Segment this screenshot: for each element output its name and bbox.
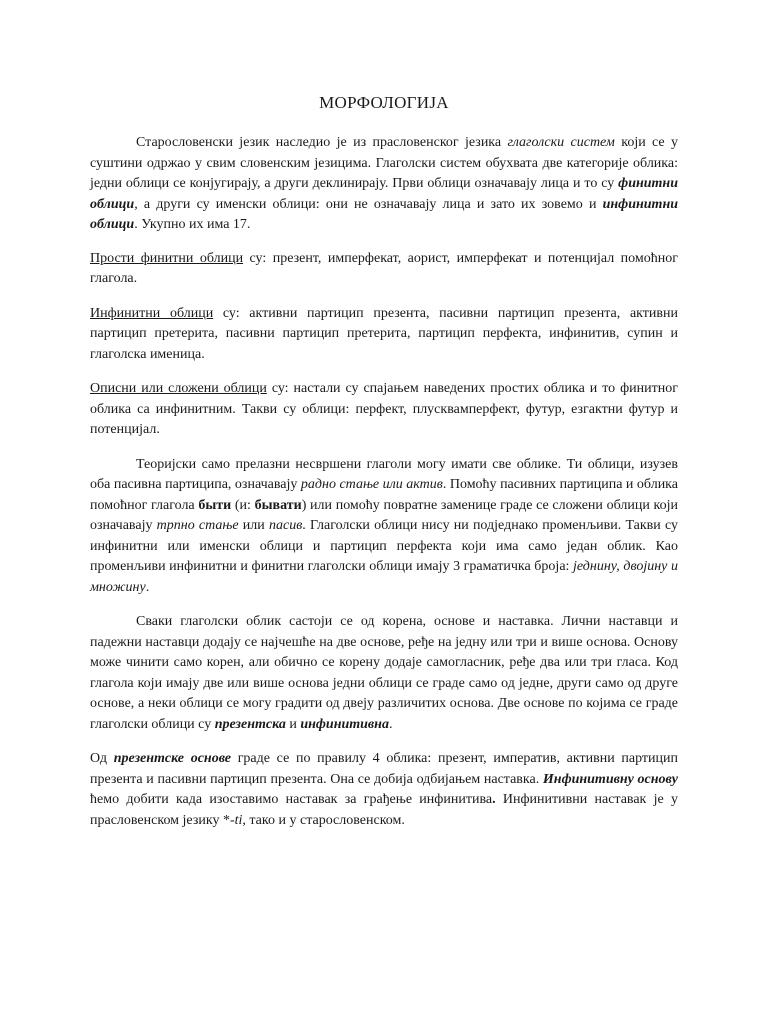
text: Старословенски језик наследио је из прасловенског језика — [136, 135, 508, 150]
heading-simple-finite-forms: Прости финитни облици — [90, 250, 244, 266]
paragraph-infinite — [90, 304, 678, 366]
text: ћемо добити када изоставимо наставак за грађење инфинитива — [90, 792, 493, 807]
text: , тако и у старословенском. — [242, 812, 405, 828]
paragraph-present-stem — [90, 749, 678, 831]
paragraph-stems — [90, 612, 678, 735]
text: . — [145, 579, 150, 595]
paragraph-verb-system — [90, 133, 678, 236]
text: ) или помоћу повратне заменице граде се сложени облици који означавају — [90, 497, 678, 533]
term-present-stem: презентска — [214, 716, 286, 732]
term-finite-forms: финитни облици — [90, 176, 678, 212]
term-present-stem-forms: презентске основе — [113, 751, 231, 766]
term-passive: пасив — [268, 518, 303, 533]
term-numbers: једнину, двојину и множину — [90, 559, 678, 595]
text: . — [492, 792, 496, 807]
text: су: активни партицип презента, пасивни партицип презента, активни партицип претерита, пасивни партицип претерита, партицип перфекта, инфинитив, супин и глаголска именица. — [90, 305, 678, 362]
term-infinitive-stem: инфинитивна — [300, 716, 389, 732]
term-verb-system: глаголски систем — [507, 135, 615, 150]
term-passive-state: трпно стање — [156, 518, 239, 533]
text: , а други су именски облици: они не означавају лица и зато их зовемо и — [134, 196, 603, 212]
document-page — [90, 92, 678, 846]
term-infinite-forms: инфинитни облици — [90, 196, 678, 232]
text: . Глаголски облици нису ни подједнако променљиви. Такви су инфинитни или именски облици и партицип перфекта који има само један облик. Као променљиви инфинитни и финитни глаголски облици имају 3 граматичка броја: — [90, 518, 678, 574]
text: или — [238, 518, 269, 533]
paragraph-simple-finite — [90, 249, 678, 290]
term-byvati: бывати — [254, 497, 302, 513]
text: и — [285, 716, 301, 732]
text: (и: — [231, 497, 255, 513]
text: су: презент, имперфекат, аорист, имперфекат и потенцијал помоћног глагола. — [90, 250, 678, 286]
text: Теоријски само прелазни несвршени глаголи могу имати све облике. Ти облици, изузев оба пасивна партиципа, означавају — [90, 456, 678, 492]
heading-compound-forms: Описни или сложени облици — [90, 381, 267, 396]
term-ti-suffix: ti — [234, 812, 243, 828]
text: . Помоћу пасивних партиципа и облика помоћног глагола — [90, 477, 678, 513]
text: су: настали су спајањем наведених простих облика и то финитног облика са инфинитним. Такви су облици: перфект, плусквамперфект, футур, езгактни футур и потенцијал. — [90, 381, 678, 437]
text: . — [388, 716, 393, 732]
text: Инфинитивни наставак је у прасловенском језику *- — [90, 792, 678, 828]
page-title: МОРФОЛОГИЈА — [319, 93, 449, 112]
text: Од — [90, 751, 114, 766]
heading-infinite-forms: Инфинитни облици — [90, 305, 214, 321]
term-active-voice: радно стање или актив — [300, 477, 443, 492]
term-infinitive-stem-2: Инфинитивну основу — [542, 771, 678, 787]
text: који се у суштини одржао у свим словенским језицима. Глаголски систем обухвата две категорије облика: једни облици се конјугирају, а други деклинирају. Први облици означавају лица и то су — [90, 135, 678, 191]
text: Сваки глаголски облик састоји се од корена, основе и наставка. Лични наставци и падежни наставци додају се најчешће на две основе, ређе на једну или три и више основа. Основу може чинити само корен, али обично се корену додаје самогласник, ређе два или три гласа. Код глагола који имају две или више основа једни облици се граде само од једне, други само од друге основе, а неки облици се могу градити од двеју различитих основа. Две основе по којима се граде глаголски облици су — [90, 614, 678, 732]
paragraph-compound — [90, 379, 678, 441]
text: граде се по правилу 4 облика: презент, императив, активни партицип презента и пасивни партицип презента. Она се добија одбијањем наставка. — [90, 751, 679, 787]
term-byti: быти — [198, 497, 232, 513]
paragraph-voice — [90, 455, 678, 599]
text: . Укупно их има 17. — [134, 217, 251, 232]
